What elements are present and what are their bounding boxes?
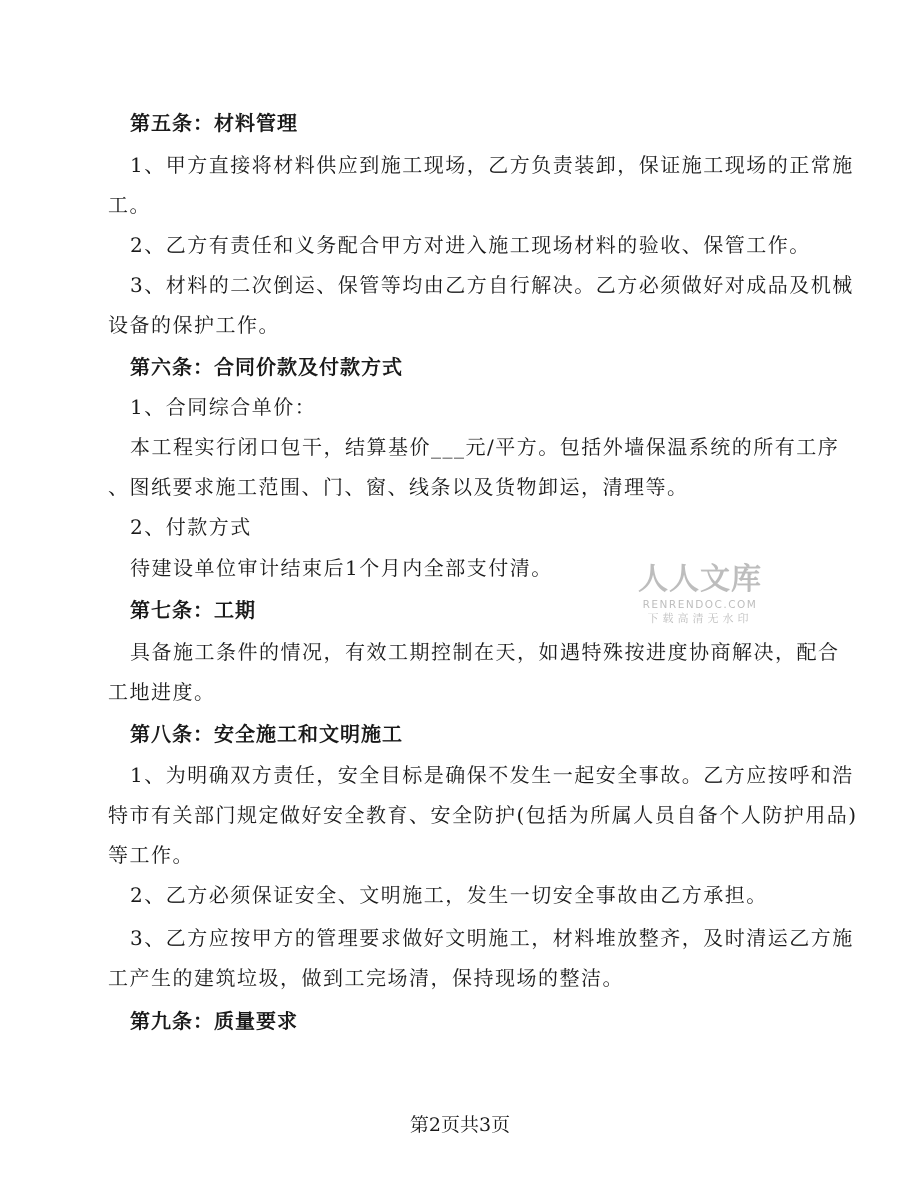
paragraph-line: 1、甲方直接将材料供应到施工现场，乙方负责装卸，保证施工现场的正常施 — [130, 153, 854, 177]
paragraph-line: 3、乙方应按甲方的管理要求做好文明施工，材料堆放整齐，及时清运乙方施 — [130, 926, 854, 950]
watermark-url: RENRENDOC.COM — [642, 599, 758, 611]
paragraph-line: 工地进度。 — [108, 680, 216, 704]
paragraph-line: 3、材料的二次倒运、保管等均由乙方自行解决。乙方必须做好对成品及机械 — [130, 273, 854, 297]
watermark-subtitle: 下载高清无水印 — [647, 612, 753, 625]
section-heading-9: 第九条：质量要求 — [130, 1009, 298, 1033]
section-heading-6: 第六条：合同价款及付款方式 — [130, 355, 403, 379]
paragraph-line: 具备施工条件的情况，有效工期控制在天，如遇特殊按进度协商解决，配合 — [130, 640, 840, 664]
paragraph-line: 、图纸要求施工范围、门、窗、线条以及货物卸运，清理等。 — [108, 475, 689, 499]
paragraph-line: 1、合同综合单价： — [130, 395, 317, 419]
paragraph-line: 等工作。 — [108, 843, 194, 867]
paragraph-line: 设备的保护工作。 — [108, 313, 280, 337]
paragraph-line: 特市有关部门规定做好安全教育、安全防护(包括为所属人员自备个人防护用品) — [108, 803, 858, 827]
section-heading-7: 第七条：工期 — [130, 598, 256, 622]
paragraph-line: 2、付款方式 — [130, 515, 252, 539]
paragraph-line: 1、为明确双方责任，安全目标是确保不发生一起安全事故。乙方应按呼和浩 — [130, 763, 854, 787]
paragraph-line: 2、乙方有责任和义务配合甲方对进入施工现场材料的验收、保管工作。 — [130, 233, 811, 257]
paragraph-line: 本工程实行闭口包干，结算基价___元/平方。包括外墙保温系统的所有工序 — [130, 435, 840, 459]
section-heading-5: 第五条：材料管理 — [130, 111, 298, 135]
paragraph-line: 2、乙方必须保证安全、文明施工，发生一切安全事故由乙方承担。 — [130, 883, 768, 907]
watermark — [620, 562, 780, 630]
paragraph-line: 工产生的建筑垃圾，做到工完场清，保持现场的整洁。 — [108, 966, 624, 990]
section-heading-8: 第八条：安全施工和文明施工 — [130, 722, 403, 746]
watermark-title: 人人文库 — [638, 562, 762, 597]
paragraph-line: 待建设单位审计结束后1个月内全部支付清。 — [130, 556, 553, 580]
page-number: 第2页共3页 — [409, 1114, 511, 1136]
paragraph-line: 工。 — [108, 193, 151, 217]
